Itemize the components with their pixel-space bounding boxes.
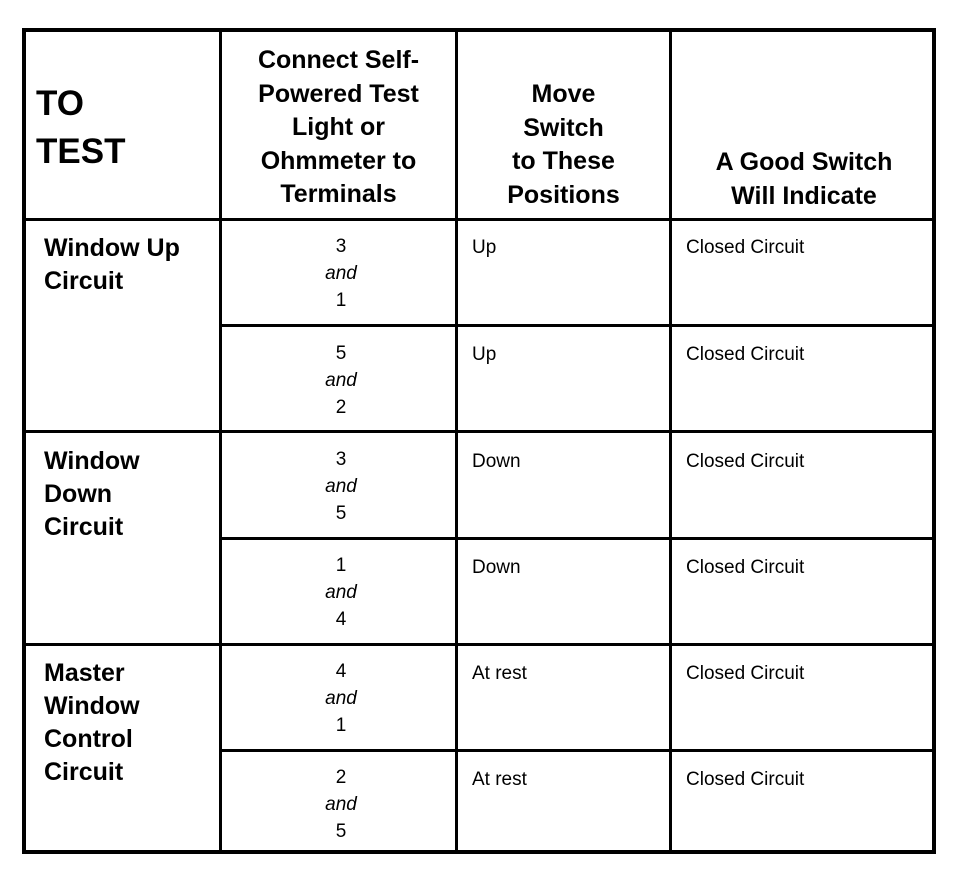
header-to-test-line: TO xyxy=(36,84,84,123)
header-indication-line: Will Indicate xyxy=(731,181,877,210)
header-terminals-line: Terminals xyxy=(280,180,397,208)
terminal-conjunction: and xyxy=(325,370,357,391)
header-terminals-line: Light or xyxy=(291,113,386,141)
group-divider xyxy=(26,643,932,646)
position-cell: Up xyxy=(472,237,497,258)
group-window-down-circuit xyxy=(44,445,140,544)
terminal-number: 3 xyxy=(335,449,347,470)
header-terminals xyxy=(222,44,455,212)
row-divider xyxy=(219,324,932,327)
header-terminals-line: Powered Test xyxy=(258,79,419,108)
position-cell: Up xyxy=(472,344,497,365)
header-positions-line: Move xyxy=(531,80,596,108)
position-cell: Down xyxy=(472,557,521,578)
indication-cell: Closed Circuit xyxy=(686,557,805,578)
header-positions-line: Switch xyxy=(523,113,604,142)
terminals-cell xyxy=(226,764,456,845)
group-label-line: Window xyxy=(44,447,140,475)
terminal-number: 1 xyxy=(335,715,347,736)
header-positions-line: Positions xyxy=(507,180,620,209)
group-label-line: Window xyxy=(44,692,140,720)
terminals-cell xyxy=(226,340,456,421)
position-cell: At rest xyxy=(472,663,527,684)
group-window-up-circuit xyxy=(44,232,180,298)
terminals-cell xyxy=(226,233,456,314)
header-to-test xyxy=(36,80,125,176)
terminal-number: 1 xyxy=(335,555,347,576)
header-divider xyxy=(26,218,932,221)
group-label-line: Circuit xyxy=(44,267,124,295)
switch-test-table xyxy=(22,28,936,854)
row-divider xyxy=(219,537,932,540)
header-indication-line: A Good Switch xyxy=(715,148,893,176)
terminals-cell xyxy=(226,658,456,739)
indication-cell: Closed Circuit xyxy=(686,237,805,258)
row-divider xyxy=(219,749,932,752)
position-cell: At rest xyxy=(472,769,527,790)
terminal-number: 5 xyxy=(335,821,347,842)
terminal-conjunction: and xyxy=(325,263,357,284)
indication-cell: Closed Circuit xyxy=(686,769,805,790)
terminal-conjunction: and xyxy=(325,794,357,815)
terminals-cell xyxy=(226,552,456,633)
terminals-cell xyxy=(226,446,456,527)
terminal-number: 2 xyxy=(335,767,347,788)
header-terminals-line: Ohmmeter to xyxy=(260,146,417,175)
terminal-number: 5 xyxy=(335,503,347,524)
group-master-window-control-circuit xyxy=(44,657,140,789)
terminal-number: 5 xyxy=(335,343,347,364)
header-indication xyxy=(672,146,936,213)
terminal-conjunction: and xyxy=(325,688,357,709)
header-terminals-line: Connect Self- xyxy=(257,46,420,74)
group-label-line: Window Up xyxy=(44,234,180,262)
terminal-number: 4 xyxy=(335,609,347,630)
group-label-line: Master xyxy=(44,659,125,687)
group-divider xyxy=(26,430,932,433)
terminal-number: 2 xyxy=(335,397,347,418)
terminal-number: 4 xyxy=(335,661,347,682)
terminal-conjunction: and xyxy=(325,476,357,497)
header-positions-line: to These xyxy=(512,147,615,175)
group-label-line: Down xyxy=(44,480,113,508)
indication-cell: Closed Circuit xyxy=(686,663,805,684)
position-cell: Down xyxy=(472,451,521,472)
group-label-line: Control xyxy=(44,725,133,753)
terminal-number: 1 xyxy=(335,290,347,311)
indication-cell: Closed Circuit xyxy=(686,344,805,365)
terminal-number: 3 xyxy=(335,236,347,257)
group-label-line: Circuit xyxy=(44,513,124,541)
indication-cell: Closed Circuit xyxy=(686,451,805,472)
header-to-test-line: TEST xyxy=(36,132,126,171)
header-positions xyxy=(458,78,669,212)
group-label-line: Circuit xyxy=(44,758,124,786)
terminal-conjunction: and xyxy=(325,582,357,603)
